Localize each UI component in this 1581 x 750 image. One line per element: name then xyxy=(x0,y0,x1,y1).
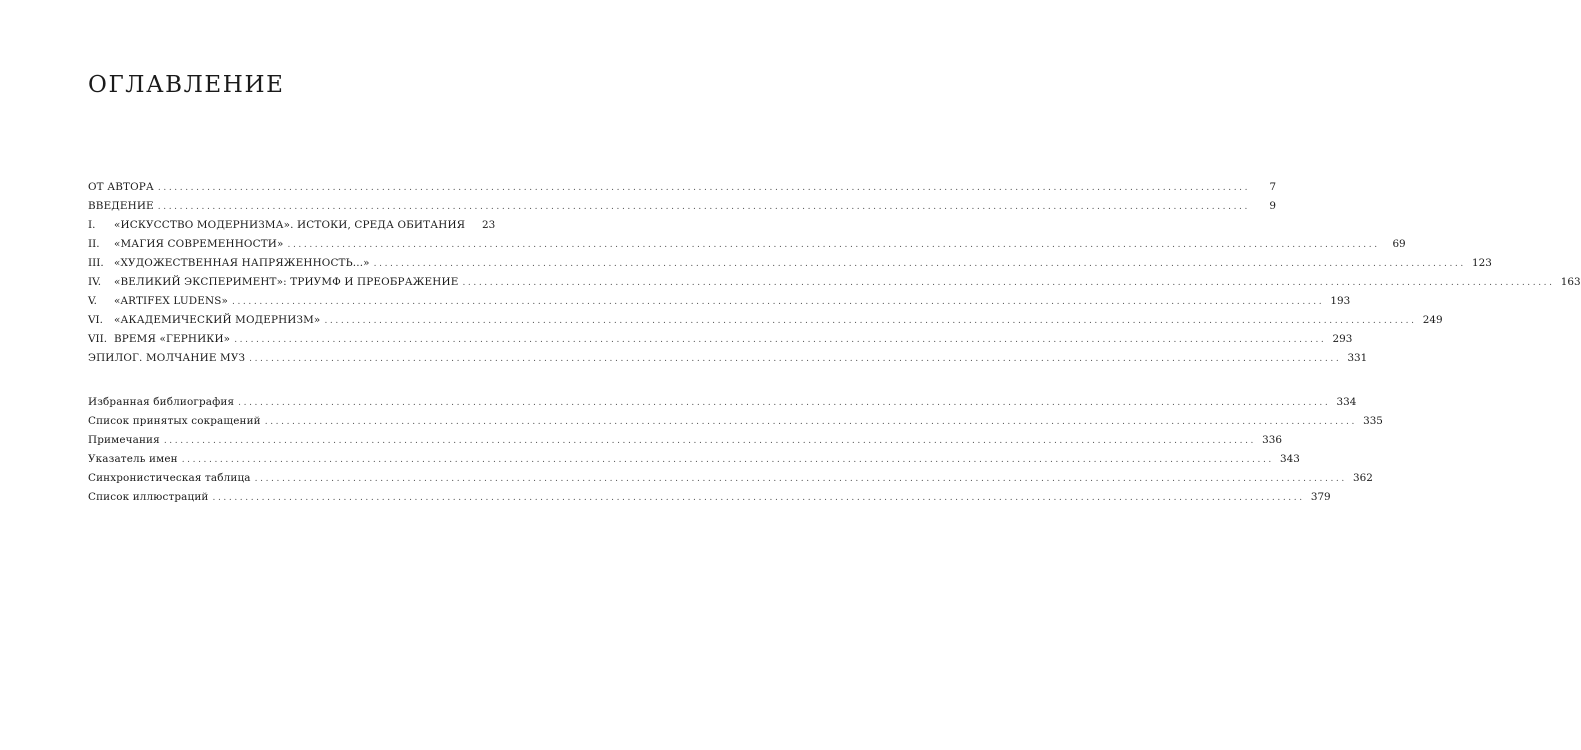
chapter-number: V. xyxy=(88,295,97,307)
chapter-number: VII. xyxy=(88,333,108,345)
appendix-list xyxy=(88,396,1383,510)
toc-entry-label: ОТ АВТОРА xyxy=(88,181,154,193)
dot-leader: ........................................................................................................................................................................................................ xyxy=(249,354,1342,364)
toc-entry[interactable] xyxy=(88,276,1581,295)
dot-leader: ........................................................................................................................................................................................................ xyxy=(157,202,1250,212)
toc-entry-label: Примечания xyxy=(88,434,160,446)
toc-entry-page: 336 xyxy=(1262,434,1283,446)
dot-leader: ........................................................................................................................................................................................................ xyxy=(462,278,1555,288)
dot-leader: ........................................................................................................................................................................................................ xyxy=(163,436,1257,446)
toc-entry-label: ВРЕМЯ «ГЕРНИКИ» xyxy=(114,333,231,345)
toc-entry-page: 293 xyxy=(1332,333,1353,345)
toc-entry-page: 343 xyxy=(1280,453,1300,465)
toc-entry[interactable] xyxy=(88,200,1276,219)
toc-entry-page: 163 xyxy=(1560,276,1581,288)
dot-leader: ........................................................................................................................................................................................................ xyxy=(373,259,1466,269)
toc-entry-label: Список иллюстраций xyxy=(88,491,209,503)
toc-entry-label: Указатель имен xyxy=(88,453,178,465)
toc-entry-label: Список принятых сокращений xyxy=(88,415,261,427)
toc-entry[interactable] xyxy=(88,333,1353,352)
dot-leader: ........................................................................................................................................................................................................ xyxy=(287,240,1380,250)
toc-entry-page: 193 xyxy=(1330,295,1351,307)
toc-entry[interactable] xyxy=(88,472,1373,491)
page-title: ОГЛАВЛЕНИЕ xyxy=(88,72,285,98)
toc-entry-page: 334 xyxy=(1336,396,1357,408)
toc-entry-label: «ВЕЛИКИЙ ЭКСПЕРИМЕНТ»: ТРИУМФ И ПРЕОБРАЖЕНИЕ xyxy=(114,276,459,288)
toc-entry-page: 123 xyxy=(1471,257,1492,269)
toc-entry-label: ВВЕДЕНИЕ xyxy=(88,200,154,212)
toc-entry-page: 9 xyxy=(1269,200,1276,212)
toc-entry-page: 7 xyxy=(1269,181,1277,193)
dot-leader: ........................................................................................................................................................................................................ xyxy=(232,297,1325,307)
dot-leader: ........................................................................................................................................................................................................ xyxy=(324,316,1417,326)
toc-entry-page: 362 xyxy=(1352,472,1373,484)
chapter-number: I. xyxy=(88,219,96,231)
toc-entry-label: Избранная библиография xyxy=(88,396,235,408)
toc-entry[interactable] xyxy=(88,219,496,238)
toc-entry[interactable] xyxy=(88,434,1283,453)
toc-entry[interactable] xyxy=(88,453,1300,472)
toc-entry[interactable] xyxy=(88,181,1277,200)
toc-entry-label: «АКАДЕМИЧЕСКИЙ МОДЕРНИЗМ» xyxy=(114,314,321,326)
chapter-number: IV. xyxy=(88,276,102,288)
dot-leader: ........................................................................................................................................................................................................ xyxy=(212,493,1305,503)
dot-leader: ........................................................................................................................................................................................................ xyxy=(234,335,1327,345)
toc-entry[interactable] xyxy=(88,238,1406,257)
toc-entry-page: 249 xyxy=(1422,314,1443,326)
toc-entry[interactable] xyxy=(88,491,1331,510)
toc-entry[interactable] xyxy=(88,295,1351,314)
toc-entry-label: Синхронистическая таблица xyxy=(88,472,251,484)
dot-leader: ........................................................................................................................................................................................................ xyxy=(254,474,1347,484)
toc-entry[interactable] xyxy=(88,314,1443,333)
toc-entry-page: 379 xyxy=(1310,491,1331,503)
dot-leader: ........................................................................................................................................................................................................ xyxy=(264,417,1357,427)
toc-entry[interactable] xyxy=(88,396,1357,415)
toc-entry-label: «МАГИЯ СОВРЕМЕННОСТИ» xyxy=(114,238,284,250)
chapter-number: III. xyxy=(88,257,104,269)
toc-entry[interactable] xyxy=(88,257,1492,276)
chapter-number: VI. xyxy=(88,314,103,326)
dot-leader: ........................................................................................................................................................................................................ xyxy=(157,183,1251,193)
toc-entry[interactable] xyxy=(88,415,1383,434)
chapter-number: II. xyxy=(88,238,100,250)
dot-leader: ........................................................................................................................................................................................................ xyxy=(181,455,1274,465)
chapters-list xyxy=(88,181,1581,371)
toc-entry-label: «ARTIFEX LUDENS» xyxy=(114,295,229,307)
toc-entry-page: 335 xyxy=(1363,415,1383,427)
toc-entry-page: 331 xyxy=(1347,352,1368,364)
toc-entry-page: 69 xyxy=(1392,238,1406,250)
toc-entry-label: «ХУДОЖЕСТВЕННАЯ НАПРЯЖЕННОСТЬ...» xyxy=(114,257,370,269)
toc-entry-page: 23 xyxy=(481,219,496,231)
toc-entry-label: «ИСКУССТВО МОДЕРНИЗМА». ИСТОКИ, СРЕДА ОБИТАНИЯ xyxy=(114,219,466,231)
dot-leader: ........................................................................................................................................................................................................ xyxy=(238,398,1331,408)
toc-entry[interactable] xyxy=(88,352,1368,371)
toc-entry-label: ЭПИЛОГ. МОЛЧАНИЕ МУЗ xyxy=(88,352,246,364)
